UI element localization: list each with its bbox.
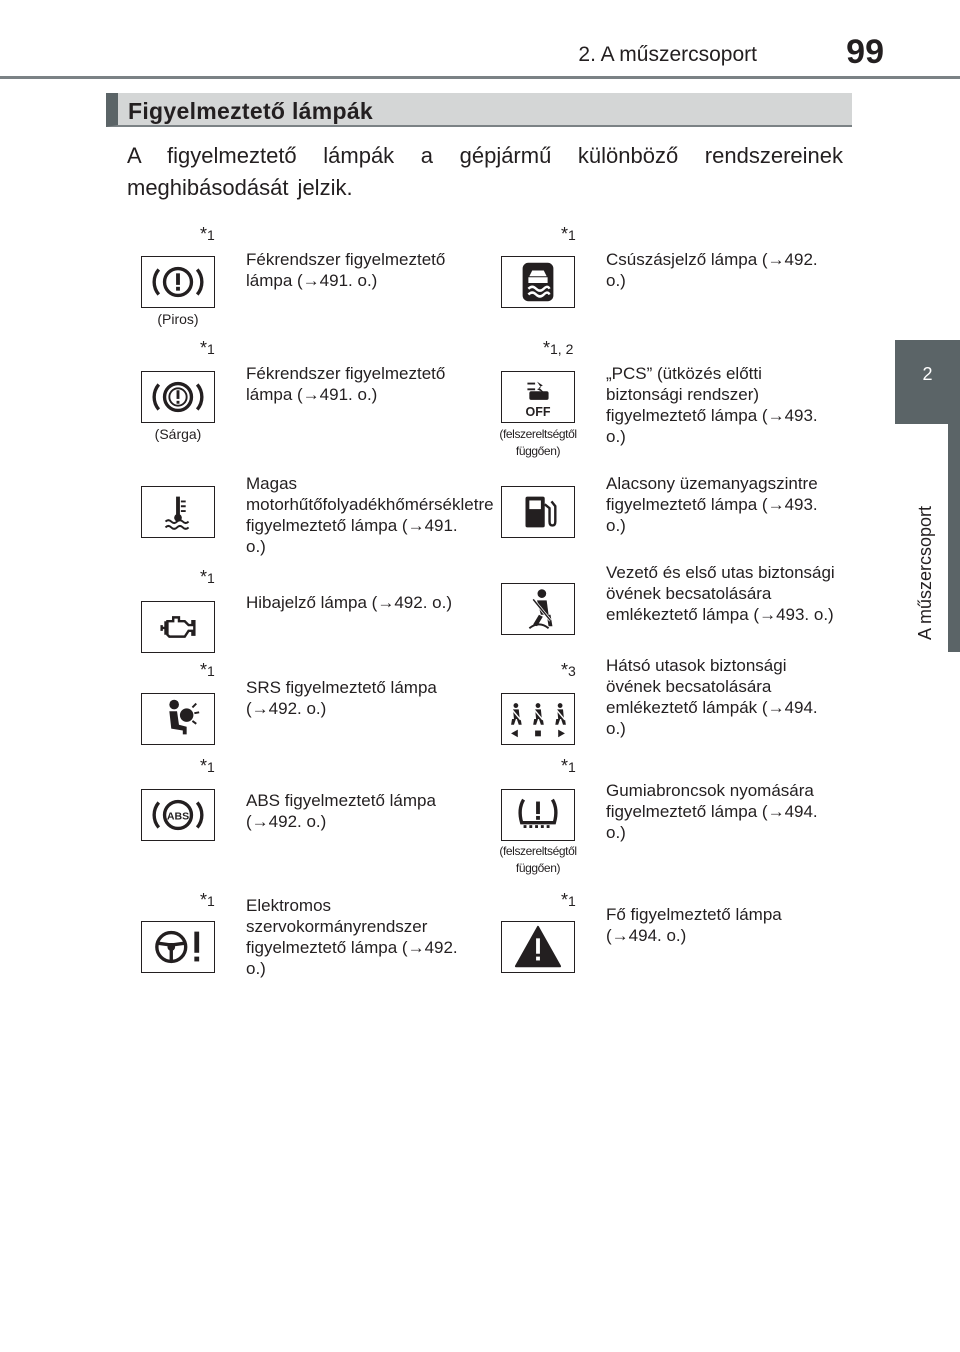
lamp-description: ABS figyelmeztető lámpa (→492. o.) [246,791,436,831]
footnote-marker: *1, 2 [543,338,574,358]
brake-warning-icon [141,256,215,308]
lamp-description: Fékrendszer figyelmeztető lámpa (→491. o.) [246,364,446,404]
brake-warning-parking-icon [141,371,215,423]
side-tab-number: 2 [895,340,960,424]
fuel-pump-icon [501,486,575,538]
side-tab-bar [948,424,960,652]
lamp-description: Fékrendszer figyelmeztető lámpa (→491. o.) [246,250,446,290]
power-steering-icon [141,921,215,973]
footnote-marker: *1 [200,224,215,244]
lamp-description: SRS figyelmeztető lámpa (→492. o.) [246,678,437,718]
srs-airbag-icon [141,693,215,745]
svg-text:ABS: ABS [166,810,190,823]
master-warning-icon [501,921,575,973]
footnote-marker: *1 [561,890,576,910]
side-tab-label: A műszercsoport [915,505,935,640]
section-title: Figyelmeztető lámpák [128,98,374,124]
lamp-caption: (Sárga) [154,426,202,442]
seatbelt-icon [501,583,575,635]
lamp-description: Hibajelző lámpa (→492. o.) [246,593,452,612]
section-heading [106,93,852,127]
svg-text:OFF: OFF [525,405,551,420]
page-number: 99 [846,33,884,71]
check-engine-icon [141,601,215,653]
pcs-off-icon [501,371,575,423]
lamp-description: Gumiabroncsok nyomására figyelmeztető lámpa (→494. o.) [606,781,818,842]
footnote-marker: *1 [200,890,215,910]
lamp-description: „PCS” (ütközés előtti biztonsági rendszer) figyelmeztető lámpa (→493. o.) [606,364,818,446]
footnote-marker: *3 [561,660,576,680]
slip-indicator-icon [501,256,575,308]
coolant-temperature-icon [141,486,215,538]
footnote-marker: *1 [200,567,215,587]
lamp-description: Csúszásjelző lámpa (→492. o.) [606,250,818,290]
header-divider [0,76,960,79]
footnote-marker: *1 [200,756,215,776]
lamp-description: Vezető és első utas biztonsági övének becsatolására emlékeztető lámpa (→493. o.) [606,563,835,624]
footnote-marker: *1 [561,224,576,244]
lamp-description: Elektromos szervokormányrendszer figyelmeztető lámpa (→492. o.) [246,896,458,978]
lamp-caption: (Piros) [157,311,199,327]
section-intro: A figyelmeztető lámpák a gépjármű különböző rendszereinek meghibásodását jelzik. [127,143,843,200]
lamp-description: Alacsony üzemanyagszintre figyelmeztető lámpa (→493. o.) [606,474,818,535]
lamp-caption: (felszereltségtől függően) [499,427,577,458]
lamp-description: Fő figyelmeztető lámpa (→494. o.) [606,905,782,945]
footnote-marker: *1 [200,660,215,680]
tire-pressure-icon [501,789,575,841]
lamp-description: Hátsó utasok biztonsági övének becsatolására emlékeztető lámpák (→494. o.) [606,656,818,738]
rear-seatbelt-icon [501,693,575,745]
footnote-marker: *1 [200,338,215,358]
abs-icon [141,789,215,841]
chapter-title: 2. A műszercsoport [578,43,757,66]
lamp-caption: (felszereltségtől függően) [499,844,577,875]
footnote-marker: *1 [561,756,576,776]
lamp-description: Magas motorhűtőfolyadékhőmérsékletre figyelmeztető lámpa (→491. o.) [246,474,494,556]
